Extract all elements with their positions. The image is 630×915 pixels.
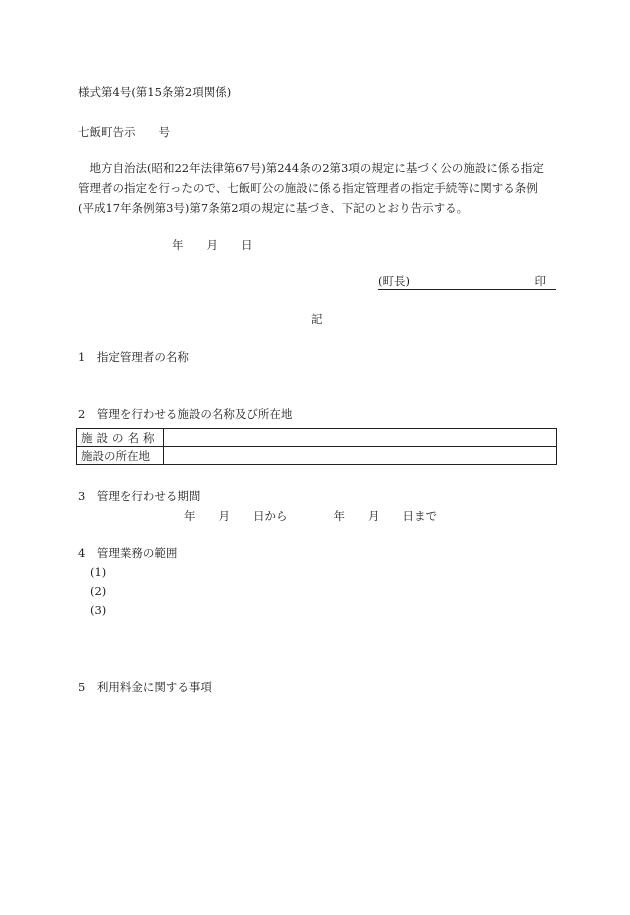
- date-line: 年 月 日: [172, 238, 253, 252]
- notice-body-line: 地方自治法(昭和22年法律第67号)第244条の2第3項の規定に基づく公の施設に係る指定: [78, 161, 544, 175]
- facility-name-label: 施設の名称: [77, 429, 164, 447]
- signer-line: [378, 273, 556, 290]
- table-row: [77, 447, 557, 465]
- section-4-heading: 4 管理業務の範囲: [78, 546, 178, 560]
- section-5-heading: 5 利用料金に関する事項: [78, 680, 212, 694]
- list-item: (3): [90, 603, 107, 617]
- period-line: 年 月 日から 年 月 日まで: [184, 509, 437, 523]
- notice-body-line: (平成17年条例第3号)第7条第2項の規定に基づき、下記のとおり告示する。: [78, 201, 469, 215]
- facility-location-label: 施設の所在地: [77, 447, 164, 465]
- notice-body: [78, 158, 560, 218]
- form-number: 様式第4号(第15条第2項関係): [78, 85, 232, 99]
- section-1-heading: 1 指定管理者の名称: [78, 350, 189, 364]
- seal-mark: 印: [534, 274, 546, 288]
- signer-title: (町長): [378, 274, 410, 288]
- ki-heading: 記: [311, 312, 323, 326]
- section-3-heading: 3 管理を行わせる期間: [78, 489, 201, 503]
- facility-name-value: [163, 429, 557, 447]
- table-row: [77, 429, 557, 447]
- section-2-heading: 2 管理を行わせる施設の名称及び所在地: [78, 407, 293, 421]
- facility-location-value: [163, 447, 557, 465]
- notice-number: 七飯町告示 号: [78, 125, 170, 139]
- list-item: (2): [90, 584, 107, 598]
- notice-body-line: 管理者の指定を行ったので、七飯町公の施設に係る指定管理者の指定手続等に関する条例: [78, 181, 538, 195]
- list-item: (1): [90, 565, 107, 579]
- facility-table: [76, 428, 557, 465]
